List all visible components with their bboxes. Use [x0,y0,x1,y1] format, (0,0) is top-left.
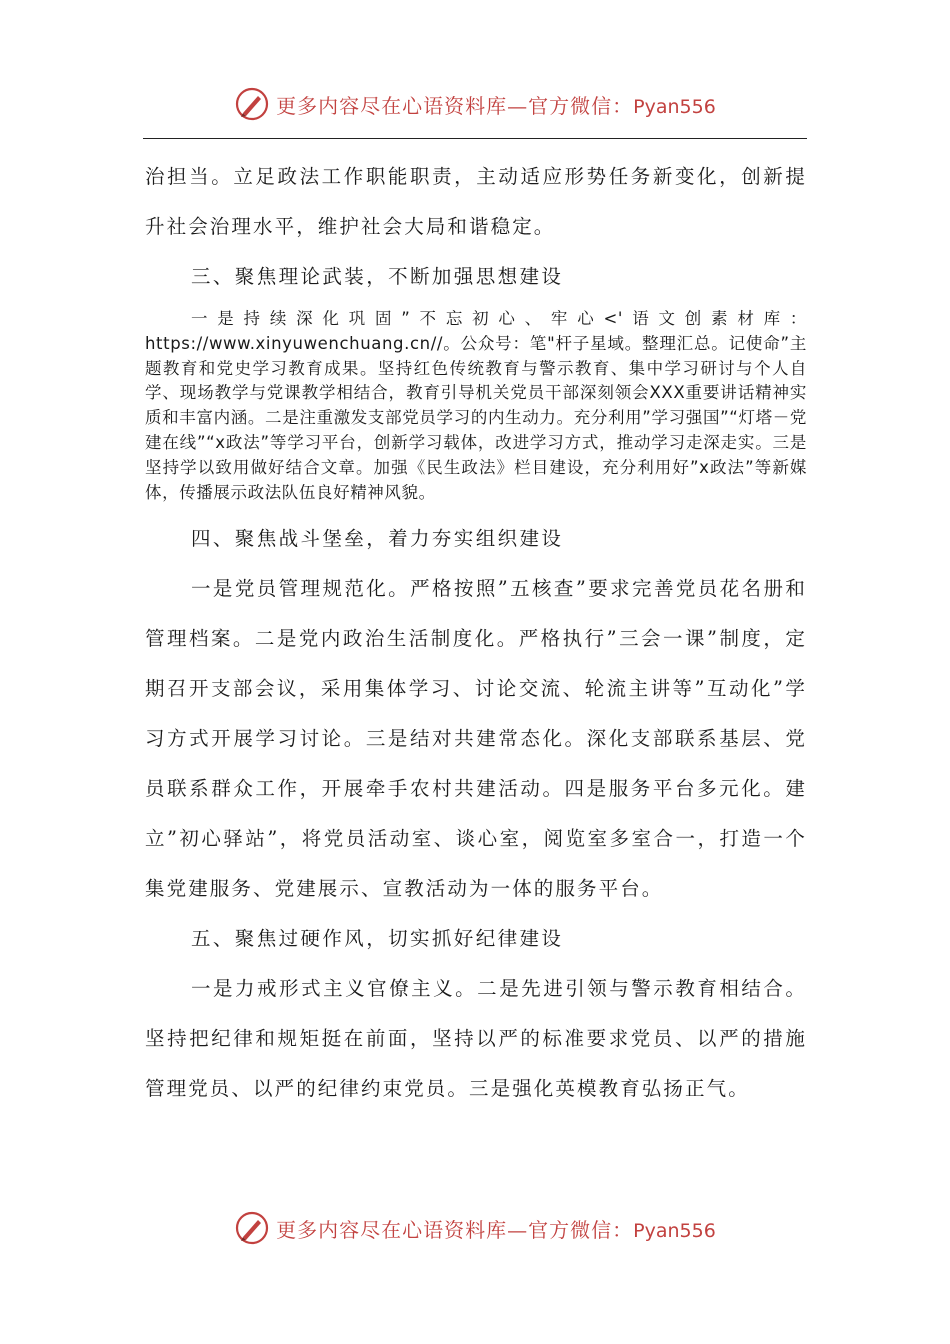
paragraph-discipline: 一是力戒形式主义官僚主义。二是先进引领与警示教育相结合。坚持把纪律和规矩挺在前面，坚持以严的标准要求党员、以严的措施管理党员、以严的纪律约束党员。三是强化英模教育弘扬正气。 [145,977,807,1101]
paragraph-continuation: 治担当。立足政法工作职能职责，主动适应形势任务新变化，创新提升社会治理水平，维护社会大局和谐稳定。 [145,165,807,238]
footer-banner [0,1206,950,1250]
banner-text: 更多内容尽在心语资料库—官方微信：Pyan556 [276,93,716,118]
banner-handle: Pyan556 [633,95,716,118]
banner-handle: Pyan556 [633,1219,716,1242]
banner-text: 更多内容尽在心语资料库—官方微信：Pyan556 [276,1217,716,1242]
header-divider [143,138,807,139]
pen-logo-icon [234,86,270,122]
document-body [145,152,807,1114]
section-heading-4: 四、聚焦战斗堡垒，着力夯实组织建设 [191,527,564,551]
paragraph-organization: 一是党员管理规范化。严格按照”五核查”要求完善党员花名册和管理档案。二是党内政治生活制度化。严格执行”三会一课”制度，定期召开支部会议，采用集体学习、讨论交流、轮流主讲等”互动化”学习方式开展学习讨论。三是结对共建常态化。深化支部联系基层、党员联系群众工作，开展牵手农村共建活动。四是服务平台多元化。建立”初心驿站”，将党员活动室、谈心室，阅览室多室合一，打造一个集党建服务、党建展示、宣教活动为一体的服务平台。 [145,577,807,901]
pen-logo-icon [234,1210,270,1246]
section-heading-3: 三、聚焦理论武装，不断加强思想建设 [191,265,564,288]
header-banner [0,82,950,126]
section-heading-5: 五、聚焦过硬作风，切实抓好纪律建设 [191,927,564,951]
paragraph-theory: 一是持续深化巩固”不忘初心、牢心<'语文创素材库：https://www.xinyuwenchuang.cn//。公众号：笔"杆子星域。整理汇总。记使命”主题教育和党史学习教育成果。坚持红色传统教育与警示教育、集中学习研讨与个人自学、现场教学与党课教学相结合，教育引导机关党员干部深刻领会XXX重要讲话精神实质和丰富内涵。二是注重激发支部党员学习的内生动力。充分利用”学习强国”“灯塔－党建在线”“x政法”等学习平台，创新学习载体，改进学习方式，推动学习走深走实。三是坚持学以致用做好结合文章。加强《民生政法》栏目建设，充分利用好”x政法”等新媒体，传播展示政法队伍良好精神风貌。 [145,309,807,502]
